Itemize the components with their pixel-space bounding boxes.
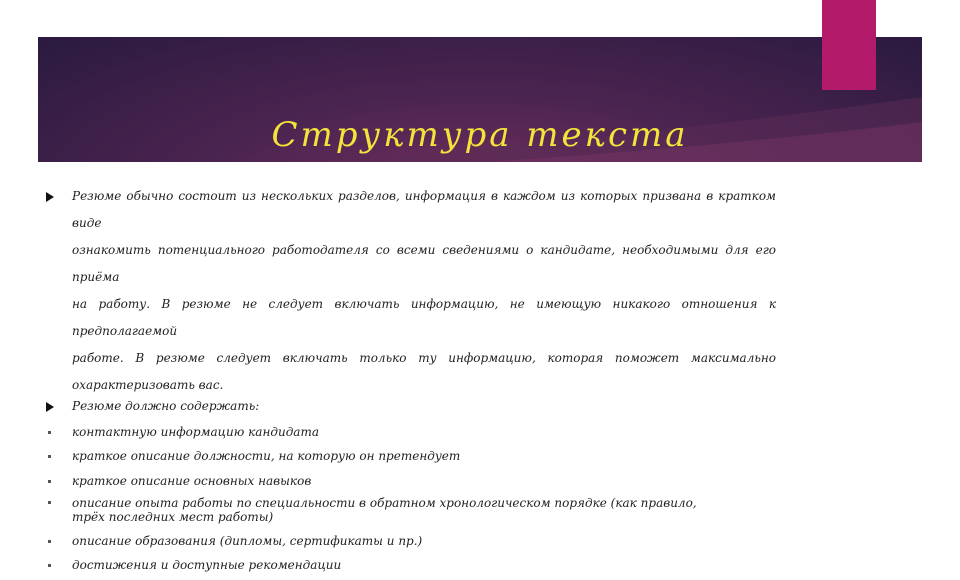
dot-bullet-icon	[48, 540, 51, 543]
list-item-text: описание образования (дипломы, сертификаты и пр.)	[72, 534, 423, 548]
intro-line: на работу. В резюме не следует включать информацию, не имеющую никакого отношения к предполагаемой	[72, 297, 776, 338]
intro-line: Резюме обычно состоит из нескольких разделов, информация в каждом из которых призвана в кратком виде	[72, 189, 776, 230]
list-item	[46, 534, 776, 558]
contents-heading: Резюме должно содержать:	[72, 399, 260, 413]
triangle-bullet-icon	[46, 192, 54, 202]
list-item-text: описание опыта работы по специальности в обратном хронологическом порядке (как правило, трёх последних мест работы)	[72, 496, 697, 524]
accent-bar	[822, 0, 876, 90]
dot-bullet-icon	[48, 455, 51, 458]
slide-body	[46, 183, 776, 580]
dot-bullet-icon	[48, 431, 51, 434]
title-banner	[38, 37, 922, 162]
list-item-text: краткое описание должности, на которую он претендует	[72, 449, 461, 463]
triangle-bullet-icon	[46, 402, 54, 412]
list-item-text: контактную информацию кандидата	[72, 425, 319, 439]
list-item-text: достижения и доступные рекомендации	[72, 558, 342, 572]
list-item	[46, 558, 776, 580]
list-item	[46, 425, 776, 449]
list-item-text: краткое описание основных навыков	[72, 474, 312, 488]
dot-bullet-icon	[48, 501, 51, 504]
dot-bullet-icon	[48, 480, 51, 483]
intro-paragraph	[46, 183, 776, 399]
list-item	[46, 496, 712, 534]
slide-title: Структура текста	[271, 115, 689, 155]
list-item	[46, 449, 776, 474]
intro-line: ознакомить потенциального работодателя со всеми сведениями о кандидате, необходимыми для его приёма	[72, 243, 776, 284]
list-item	[46, 474, 776, 496]
dot-bullet-icon	[48, 564, 51, 567]
contents-heading-row	[46, 399, 776, 425]
intro-line: охарактеризовать вас.	[72, 378, 224, 392]
intro-line: работе. В резюме следует включать только ту информацию, которая поможет максимально	[72, 351, 776, 365]
